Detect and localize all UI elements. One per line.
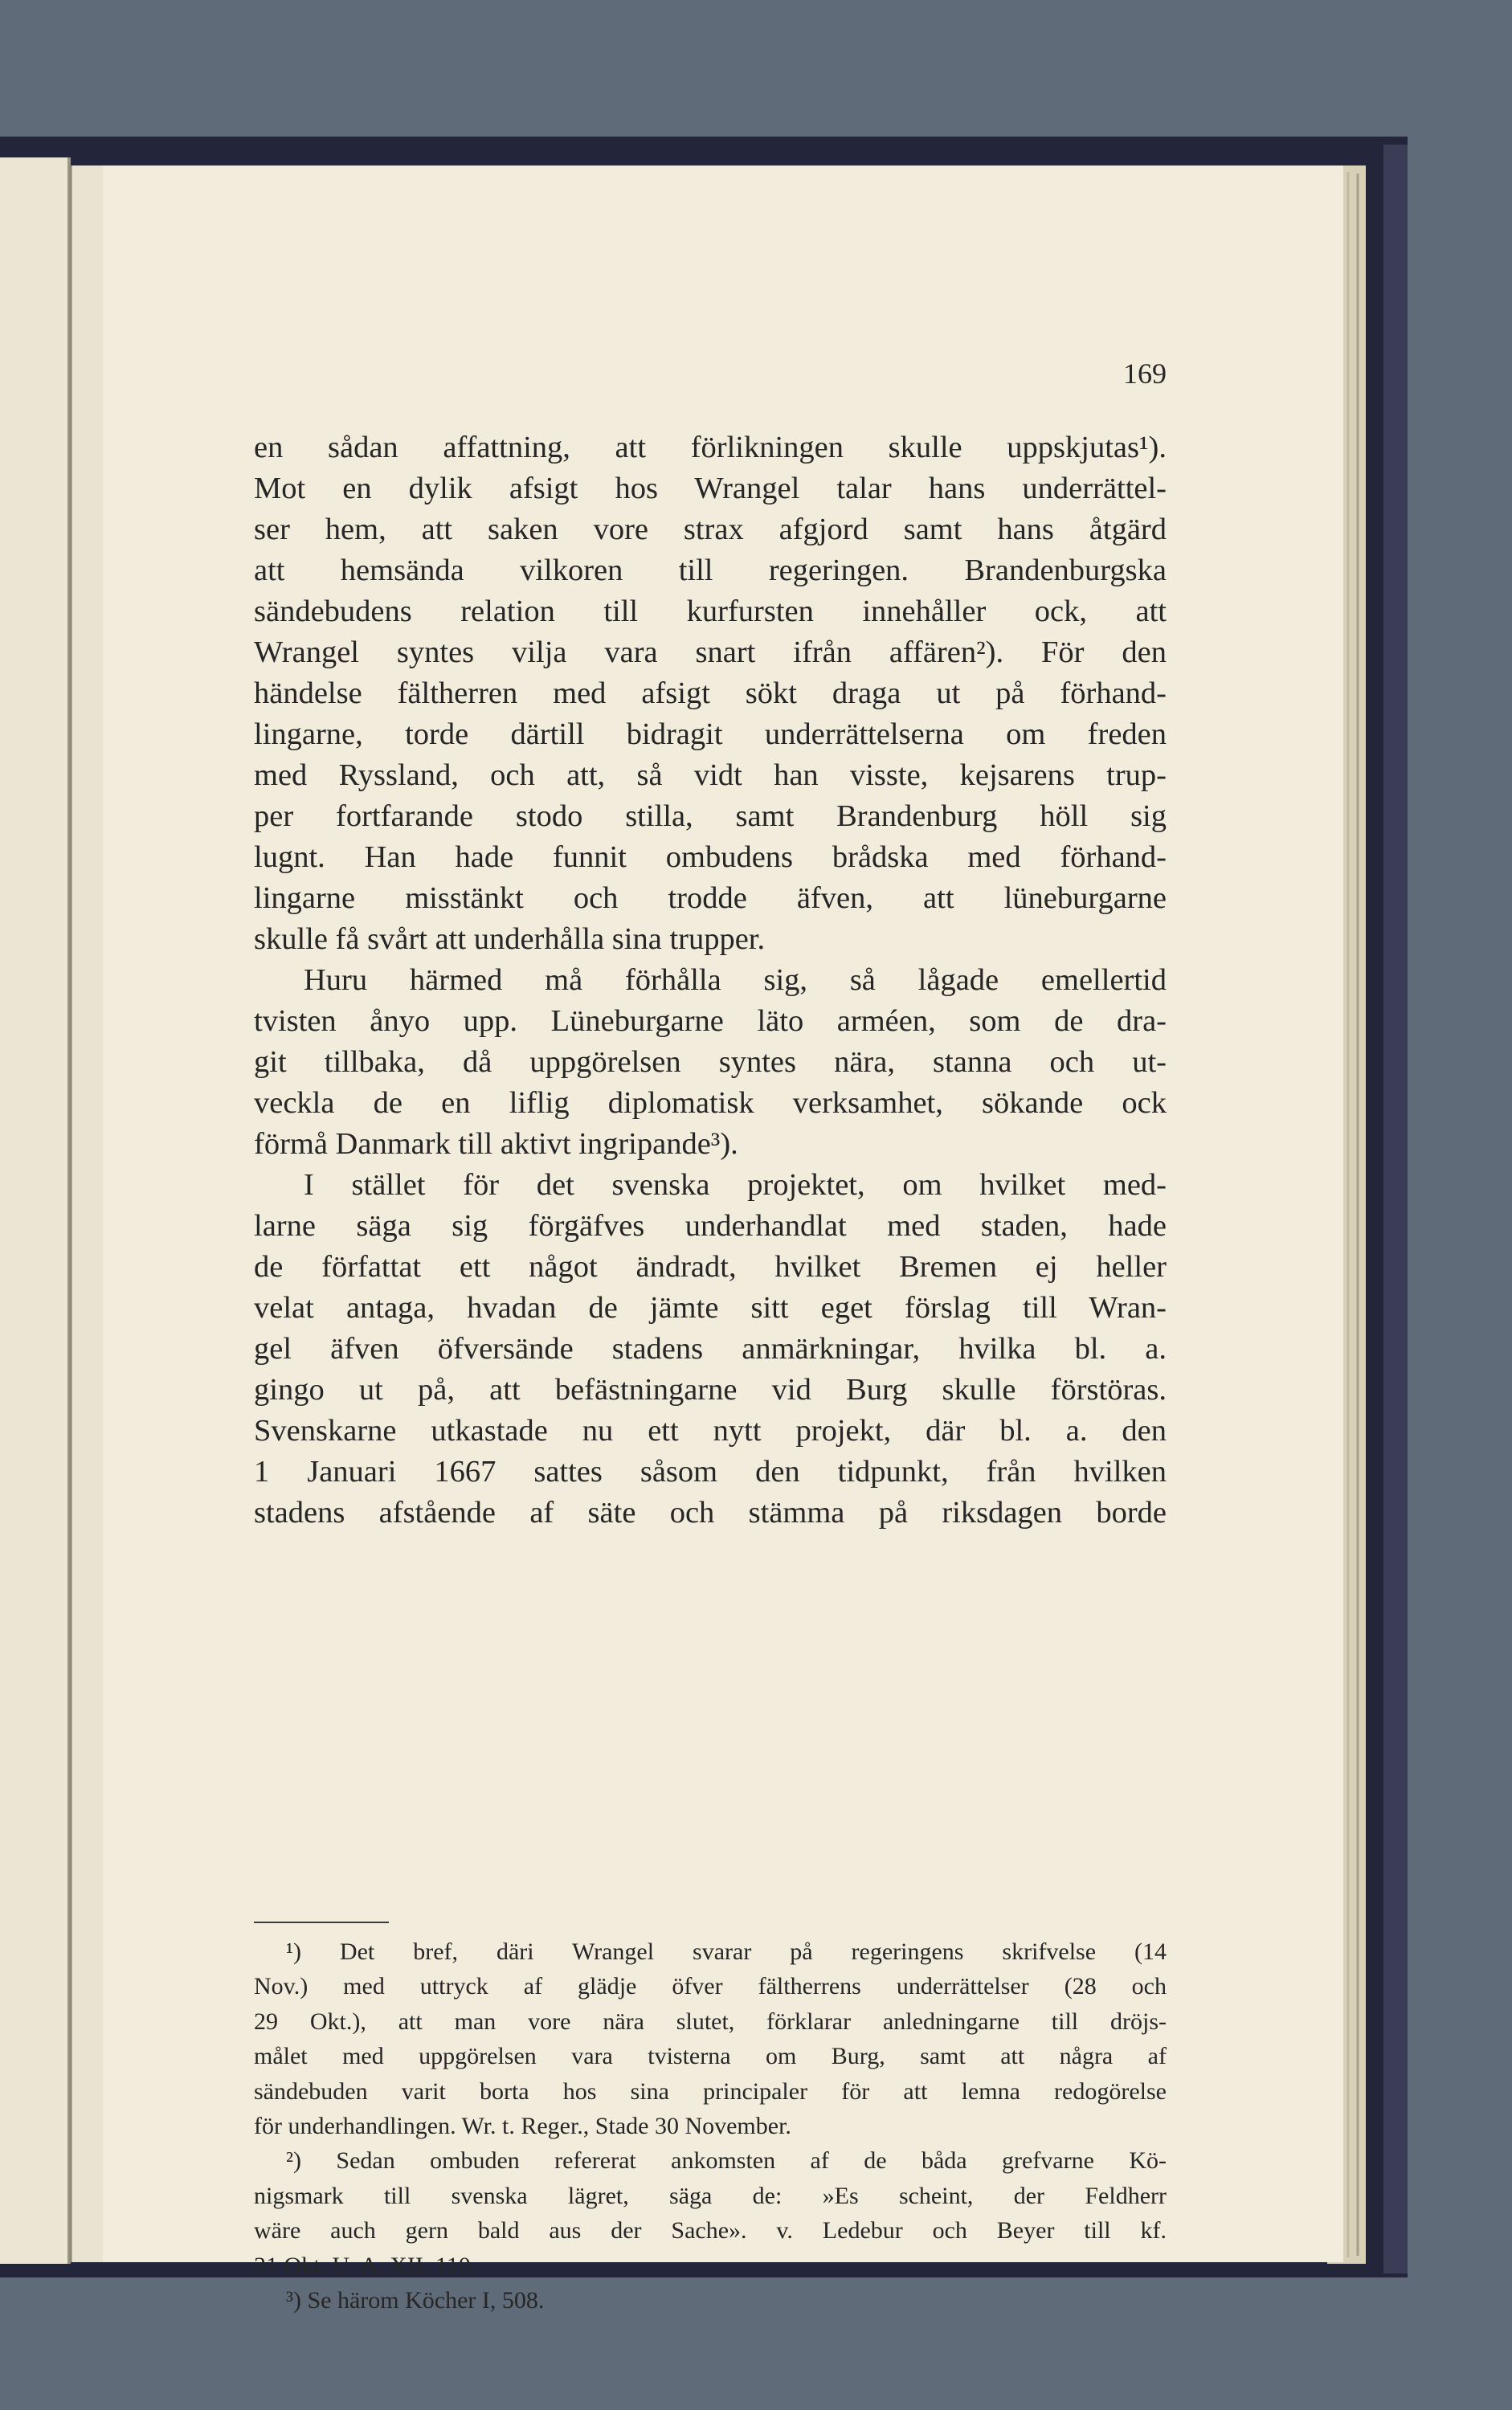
body-line: Mot en dylik afsigt hos Wrangel talar hans underrättel- [254,472,1167,505]
body-line: I stället för det svenska projektet, om hvilket med- [304,1168,1167,1202]
body-line: Huru härmed må förhålla sig, så lågade emellertid [304,963,1167,997]
body-line: git tillbaka, då uppgörelsen syntes nära, stanna och ut- [254,1045,1167,1079]
page-number: 169 [1123,357,1167,390]
footnote-rule [254,1922,389,1923]
body-line: lingarne misstänkt och trodde äfven, att lüneburgarne [254,881,1167,915]
footnote-line: nigsmark till svenska lägret, säga de: »Es scheint, der Feldherr [254,2182,1167,2209]
footnote-line: ¹) Det bref, däri Wrangel svarar på regeringens skrifvelse (14 [286,1938,1167,1965]
body-text [254,427,1167,1534]
body-line: de författat ett något ändradt, hvilket Bremen ej heller [254,1250,1167,1284]
body-line: lingarne, torde därtill bidragit underrättelserna om freden [254,717,1167,751]
footnotes [254,1934,1167,2318]
body-line: 1 Januari 1667 sattes såsom den tidpunkt, från hvilken [254,1455,1167,1489]
body-line: gel äfven öfversände stadens anmärkningar, hvilka bl. a. [254,1332,1167,1366]
body-line: tvisten ånyo upp. Lüneburgarne läto arméen, som de dra- [254,1004,1167,1038]
body-line: sändebudens relation till kurfursten innehåller ock, att [254,594,1167,628]
book-cover-edge [1383,145,1408,2273]
footnote-line: målet med uppgörelsen vara tvisterna om Burg, samt att några af [254,2043,1167,2070]
footnote-line: för underhandlingen. Wr. t. Reger., Stade 30 November. [254,2112,791,2139]
footnote-line: 31 Okt. U. A. XII. 110. [254,2252,477,2279]
body-line: ser hem, att saken vore strax afgjord samt hans åtgärd [254,513,1167,546]
body-line: förmå Danmark till aktivt ingripande³). [254,1127,738,1161]
footnote-line: sändebuden varit borta hos sina principaler för att lemna redogörelse [254,2077,1167,2105]
footnote-line: 29 Okt.), att man vore nära slutet, förklarar anledningarne till dröjs- [254,2008,1167,2035]
body-line: Svenskarne utkastade nu ett nytt projekt, där bl. a. den [254,1414,1167,1448]
footnote-line: ²) Sedan ombuden refererat ankomsten af de båda grefvarne Kö- [286,2147,1167,2175]
footnote-line: Nov.) med uttryck af glädje öfver fältherrens underrättelser (28 och [254,1973,1167,2000]
body-line: gingo ut på, att befästningarne vid Burg skulle förstöras. [254,1373,1167,1407]
body-line: larne säga sig förgäfves underhandlat med staden, hade [254,1209,1167,1243]
body-line: Wrangel syntes vilja vara snart ifrån affären²). För den [254,635,1167,669]
footnote-line: ³) Se härom Köcher I, 508. [286,2286,545,2314]
body-line: stadens afstående af säte och stämma på riksdagen borde [254,1496,1167,1530]
body-line: att hemsända vilkoren till regeringen. Brandenburgska [254,553,1167,587]
footnote-line: wäre auch gern bald aus der Sache». v. Ledebur och Beyer till kf. [254,2217,1167,2245]
body-line: velat antaga, hvadan de jämte sitt eget förslag till Wran- [254,1291,1167,1325]
body-line: veckla de en liflig diplomatisk verksamhet, sökande ock [254,1086,1167,1120]
body-line: skulle få svårt att underhålla sina trupper. [254,922,766,956]
body-line: lugnt. Han hade funnit ombudens brådska med förhand- [254,840,1167,874]
body-line: per fortfarande stodo stilla, samt Brandenburg höll sig [254,799,1167,833]
body-line: händelse fältherren med afsigt sökt draga ut på förhand- [254,676,1167,710]
left-page-edge [0,157,71,2264]
body-line: med Ryssland, och att, så vidt han visste, kejsarens trup- [254,758,1167,792]
body-line: en sådan affattning, att förlikningen skulle uppskjutas¹). [254,431,1167,464]
